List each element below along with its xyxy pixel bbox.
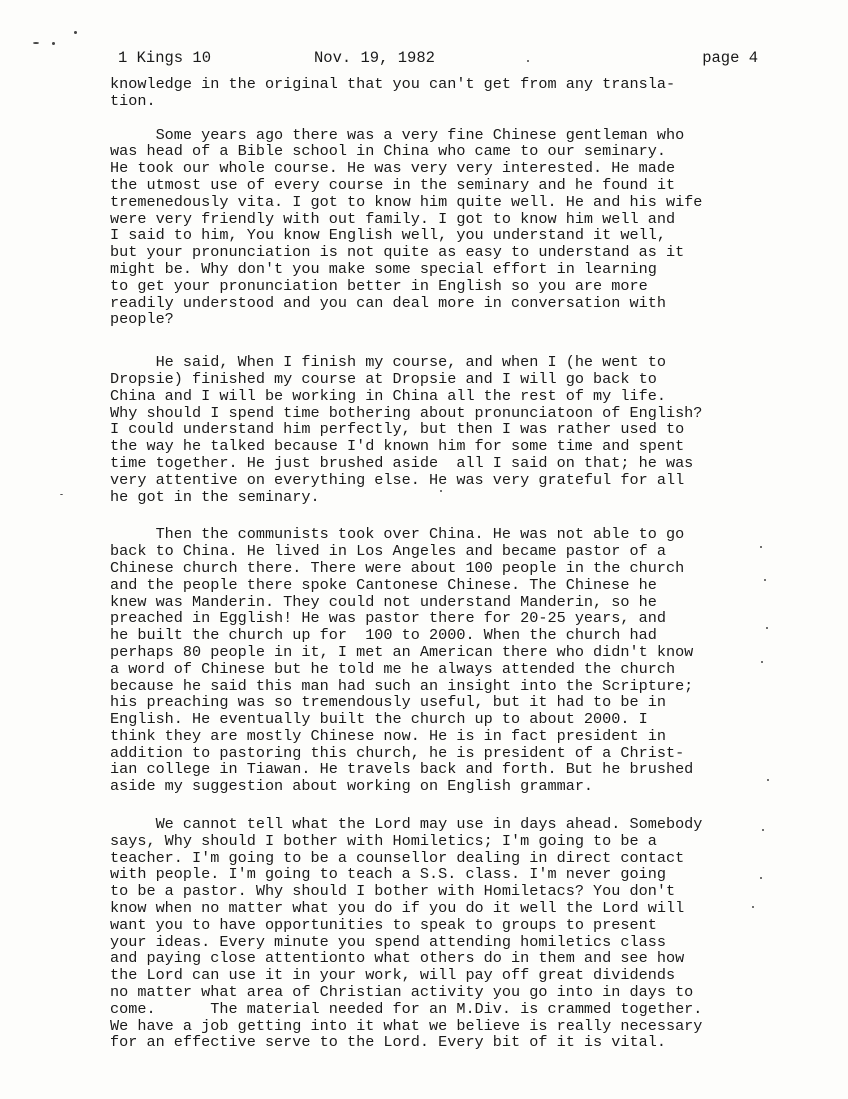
text-line: I could understand him perfectly, but then I was rather used to xyxy=(110,420,685,439)
text-line: tremenedously vita. I got to know him quite well. He and his wife xyxy=(110,192,703,211)
text-line: he got in the seminary. xyxy=(110,487,320,506)
text-line: was head of a Bible school in China who came to our seminary. xyxy=(110,142,666,161)
header-date: Nov. 19, 1982 xyxy=(314,49,435,67)
text-line: says, Why should I bother with Homiletics; I'm going to be a xyxy=(110,831,657,850)
text-line: Then the communists took over China. He was not able to go xyxy=(110,525,685,544)
scan-speck xyxy=(33,42,39,44)
text-line: aside my suggestion about working on English grammar. xyxy=(110,777,594,796)
text-line: He said, When I finish my course, and when I (he went to xyxy=(110,353,666,372)
text-line: for an effective serve to the Lord. Every bit of it is vital. xyxy=(110,1033,666,1052)
text-line: to be a pastor. Why should I bother with Homiletacs? You don't xyxy=(110,882,676,901)
text-line: his preaching was so tremendously useful, but it had to be in xyxy=(110,693,666,712)
text-line: readily understood and you can deal more in conversation with xyxy=(110,293,666,312)
text-line: Chinese church there. There were about 100 people in the church xyxy=(110,558,685,577)
text-line: the Lord can use it in your work, will pay off great dividends xyxy=(110,966,676,985)
text-line: know when no matter what you do if you do it well the Lord will xyxy=(110,899,685,918)
text-line: but your pronunciation is not quite as easy to understand as it xyxy=(110,243,685,262)
page-header xyxy=(118,47,758,69)
text-line: English. He eventually built the church up to about 2000. I xyxy=(110,710,648,729)
text-line: and paying close attentionto what others do in them and see how xyxy=(110,949,685,968)
text-line: Why should I spend time bothering about pronunciatoon of English? xyxy=(110,403,703,422)
text-line: We have a job getting into it what we believe is really necessary xyxy=(110,1016,703,1035)
text-line: We cannot tell what the Lord may use in days ahead. Somebody xyxy=(110,815,703,834)
text-line: people? xyxy=(110,310,174,329)
text-line: Some years ago there was a very fine Chinese gentleman who xyxy=(110,125,685,144)
body-text xyxy=(110,76,810,1051)
text-line: think they are mostly Chinese now. He is in fact president in xyxy=(110,726,666,745)
header-page-number: page 4 xyxy=(702,49,758,67)
paragraph xyxy=(110,76,810,110)
text-line: perhaps 80 people in it, I met an American there who didn't know xyxy=(110,642,694,661)
text-line: China and I will be working in China all the rest of my life. xyxy=(110,386,666,405)
text-line: I said to him, You know English well, you understand it well, xyxy=(110,226,666,245)
scan-speck xyxy=(52,42,55,45)
text-line: knew was Manderin. They could not understand Manderin, so he xyxy=(110,592,657,611)
scan-speck xyxy=(60,494,63,495)
text-line: preached in Egglish! He was pastor there for 20-25 years, and xyxy=(110,609,666,628)
text-line: time together. He just brushed aside all I said on that; he was xyxy=(110,453,694,472)
text-line: and the people there spoke Cantonese Chinese. The Chinese he xyxy=(110,575,657,594)
text-line: want you to have opportunities to speak to groups to present xyxy=(110,915,657,934)
text-line: the utmost use of every course in the seminary and he found it xyxy=(110,175,676,194)
text-line: with people. I'm going to teach a S.S. class. I'm never going xyxy=(110,865,666,884)
text-line: your ideas. Every minute you spend attending homiletics class xyxy=(110,932,666,951)
text-line: the way he talked because I'd known him for some time and spent xyxy=(110,437,685,456)
text-line: knowledge in the original that you can't get from any transla- xyxy=(110,75,676,93)
text-line: tion. xyxy=(110,91,156,110)
text-line: back to China. He lived in Los Angeles and became pastor of a xyxy=(110,542,666,561)
paragraph xyxy=(110,526,810,795)
text-line: were very friendly with out family. I got to know him well and xyxy=(110,209,676,228)
text-line: Dropsie) finished my course at Dropsie and I will go back to xyxy=(110,369,657,388)
text-line: might be. Why don't you make some special effort in learning xyxy=(110,259,657,278)
text-line: a word of Chinese but he told me he always attended the church xyxy=(110,659,676,678)
text-line: no matter what area of Christian activity you go into in days to xyxy=(110,983,694,1002)
text-line: come. The material needed for an M.Div. is crammed together. xyxy=(110,999,703,1018)
text-line: He took our whole course. He was very very interested. He made xyxy=(110,159,676,178)
text-line: because he said this man had such an insight into the Scripture; xyxy=(110,676,694,695)
paragraph xyxy=(110,816,810,1051)
text-line: ian college in Tiawan. He travels back and forth. But he brushed xyxy=(110,760,694,779)
text-line: teacher. I'm going to be a counsellor dealing in direct contact xyxy=(110,848,685,867)
paragraph xyxy=(110,354,810,505)
text-line: he built the church up for 100 to 2000. When the church had xyxy=(110,626,657,645)
scan-speck xyxy=(74,31,77,34)
text-line: very attentive on everything else. He was very grateful for all xyxy=(110,470,685,489)
header-chapter: 1 Kings 10 xyxy=(118,49,212,67)
text-line: addition to pastoring this church, he is president of a Christ- xyxy=(110,743,685,762)
paragraph xyxy=(110,127,810,329)
text-line: to get your pronunciation better in English so you are more xyxy=(110,276,648,295)
